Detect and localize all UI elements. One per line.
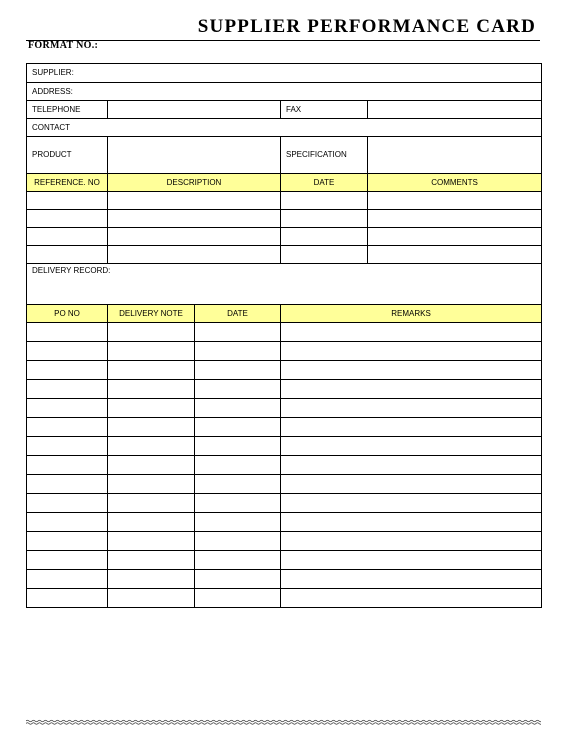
reference-no-cell[interactable] (27, 246, 108, 264)
delivery-note-cell[interactable] (108, 570, 195, 589)
header-po-no: PO NO (27, 305, 108, 323)
delivery-note-cell[interactable] (108, 418, 195, 437)
supplier-field[interactable] (27, 64, 542, 83)
product-field[interactable] (108, 137, 281, 174)
description-cell[interactable] (108, 192, 281, 210)
remarks-cell[interactable] (281, 570, 542, 589)
delivery-record-row (27, 264, 542, 305)
delivery-record-field[interactable] (27, 264, 542, 305)
delivery-table-row (27, 570, 542, 589)
page-bottom-wavy-rule (26, 719, 541, 725)
delivery-table-row (27, 589, 542, 608)
description-cell[interactable] (108, 246, 281, 264)
po-no-cell[interactable] (27, 456, 108, 475)
delivery-note-cell[interactable] (108, 532, 195, 551)
product-row (27, 137, 542, 174)
reference-table-header (27, 174, 542, 192)
date-cell[interactable] (281, 192, 368, 210)
delivery-record-label: DELIVERY RECORD: (32, 266, 111, 275)
delivery-note-cell[interactable] (108, 494, 195, 513)
delivery-note-cell[interactable] (108, 380, 195, 399)
date-cell[interactable] (281, 246, 368, 264)
delivery-table-row (27, 380, 542, 399)
remarks-cell[interactable] (281, 437, 542, 456)
po-no-cell[interactable] (27, 551, 108, 570)
remarks-cell[interactable] (281, 323, 542, 342)
delivery-table-row (27, 418, 542, 437)
po-no-cell[interactable] (27, 361, 108, 380)
po-no-cell[interactable] (27, 494, 108, 513)
delivery-table-row (27, 399, 542, 418)
delivery-note-cell[interactable] (108, 361, 195, 380)
delivery-date-cell[interactable] (195, 437, 281, 456)
contact-field[interactable] (27, 119, 542, 137)
remarks-cell[interactable] (281, 494, 542, 513)
address-label: ADDRESS: (32, 86, 73, 96)
header-comments: COMMENTS (368, 174, 542, 192)
delivery-date-cell[interactable] (195, 475, 281, 494)
delivery-table-row (27, 342, 542, 361)
reference-table-row (27, 192, 542, 210)
remarks-cell[interactable] (281, 380, 542, 399)
delivery-note-cell[interactable] (108, 323, 195, 342)
delivery-table-row (27, 532, 542, 551)
delivery-table-row (27, 551, 542, 570)
po-no-cell[interactable] (27, 380, 108, 399)
header-description: DESCRIPTION (108, 174, 281, 192)
comments-cell[interactable] (368, 192, 542, 210)
product-label: PRODUCT (27, 137, 108, 174)
delivery-table-header (27, 305, 542, 323)
delivery-table-row (27, 513, 542, 532)
delivery-date-cell[interactable] (195, 361, 281, 380)
reference-table-row (27, 210, 542, 228)
remarks-cell[interactable] (281, 418, 542, 437)
delivery-date-cell[interactable] (195, 380, 281, 399)
delivery-note-cell[interactable] (108, 475, 195, 494)
remarks-cell[interactable] (281, 456, 542, 475)
remarks-cell[interactable] (281, 399, 542, 418)
po-no-cell[interactable] (27, 532, 108, 551)
po-no-cell[interactable] (27, 399, 108, 418)
supplier-label: SUPPLIER: (32, 68, 74, 77)
delivery-table-row (27, 456, 542, 475)
delivery-date-cell[interactable] (195, 570, 281, 589)
address-field[interactable] (27, 83, 542, 101)
comments-cell[interactable] (368, 246, 542, 264)
delivery-date-cell[interactable] (195, 532, 281, 551)
specification-label: SPECIFICATION (281, 137, 368, 174)
remarks-cell[interactable] (281, 551, 542, 570)
delivery-table-row (27, 437, 542, 456)
remarks-cell[interactable] (281, 589, 542, 608)
delivery-table-row (27, 475, 542, 494)
date-cell[interactable] (281, 228, 368, 246)
delivery-note-cell[interactable] (108, 551, 195, 570)
delivery-note-cell[interactable] (108, 513, 195, 532)
remarks-cell[interactable] (281, 532, 542, 551)
reference-table-row (27, 246, 542, 264)
delivery-note-cell[interactable] (108, 437, 195, 456)
wavy-line-lower (26, 723, 541, 725)
delivery-table-body (27, 323, 542, 608)
title-underline (26, 40, 540, 41)
description-cell[interactable] (108, 228, 281, 246)
contact-label: CONTACT (32, 122, 71, 132)
delivery-note-cell[interactable] (108, 399, 195, 418)
delivery-date-cell[interactable] (195, 323, 281, 342)
reference-table-row (27, 228, 542, 246)
po-no-cell[interactable] (27, 323, 108, 342)
delivery-date-cell[interactable] (195, 342, 281, 361)
po-no-cell[interactable] (27, 570, 108, 589)
date-cell[interactable] (281, 210, 368, 228)
po-no-cell[interactable] (27, 513, 108, 532)
header-remarks: REMARKS (281, 305, 542, 323)
delivery-date-cell[interactable] (195, 551, 281, 570)
remarks-cell[interactable] (281, 342, 542, 361)
po-no-cell[interactable] (27, 342, 108, 361)
header-delivery-date: DATE (195, 305, 281, 323)
comments-cell[interactable] (368, 228, 542, 246)
address-row (27, 83, 542, 101)
telephone-field[interactable] (108, 101, 281, 119)
header-delivery-note: DELIVERY NOTE (108, 305, 195, 323)
delivery-note-cell[interactable] (108, 342, 195, 361)
document-title: SUPPLIER PERFORMANCE CARD (197, 16, 536, 37)
supplier-performance-card (26, 63, 542, 608)
remarks-cell[interactable] (281, 361, 542, 380)
delivery-date-cell[interactable] (195, 399, 281, 418)
wavy-line (26, 720, 541, 722)
delivery-date-cell[interactable] (195, 513, 281, 532)
telephone-label: TELEPHONE (27, 101, 108, 119)
description-cell[interactable] (108, 210, 281, 228)
supplier-row (27, 64, 542, 83)
reference-no-cell[interactable] (27, 210, 108, 228)
delivery-date-cell[interactable] (195, 418, 281, 437)
reference-no-cell[interactable] (27, 228, 108, 246)
header-date: DATE (281, 174, 368, 192)
contact-row (27, 119, 542, 137)
remarks-cell[interactable] (281, 475, 542, 494)
fax-label: FAX (281, 101, 368, 119)
delivery-table-row (27, 494, 542, 513)
po-no-cell[interactable] (27, 418, 108, 437)
header-reference-no: REFERENCE. NO (27, 174, 108, 192)
delivery-note-cell[interactable] (108, 589, 195, 608)
delivery-date-cell[interactable] (195, 494, 281, 513)
po-no-cell[interactable] (27, 437, 108, 456)
po-no-cell[interactable] (27, 589, 108, 608)
reference-no-cell[interactable] (27, 192, 108, 210)
delivery-date-cell[interactable] (195, 456, 281, 475)
remarks-cell[interactable] (281, 513, 542, 532)
delivery-note-cell[interactable] (108, 456, 195, 475)
fax-field[interactable] (368, 101, 542, 119)
delivery-table-row (27, 361, 542, 380)
format-number-label: FORMAT NO.: (28, 40, 99, 51)
delivery-date-cell[interactable] (195, 589, 281, 608)
telephone-fax-row (27, 101, 542, 119)
po-no-cell[interactable] (27, 475, 108, 494)
delivery-table-row (27, 323, 542, 342)
specification-field[interactable] (368, 137, 542, 174)
comments-cell[interactable] (368, 210, 542, 228)
